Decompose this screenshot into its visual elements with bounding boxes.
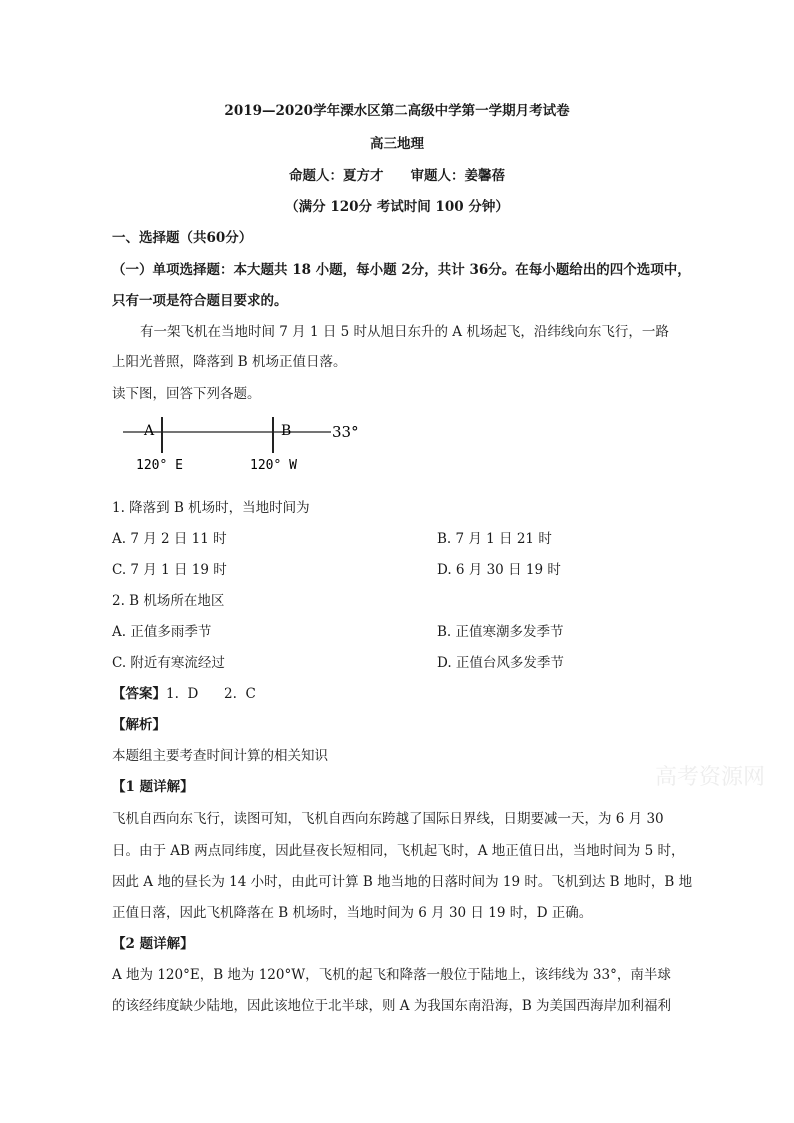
longitude-b-label: 120° W — [250, 458, 297, 473]
q2-detail-line: 的该经纬度缺少陆地，因此该地位于北半球，则 A 为我国东南沿海，B 为美国西海岸加利福利 — [112, 998, 672, 1014]
section-instruction: 只有一项是符合题目要求的。 — [112, 293, 288, 309]
passage-text: 上阳光普照，降落到 B 机场正值日落。 — [112, 354, 347, 370]
exam-subtitle: 高三地理 — [370, 136, 424, 152]
question-stem: 1. 降落到 B 机场时，当地时间为 — [112, 500, 310, 516]
option-b: B. 正值寒潮多发季节 — [437, 624, 564, 640]
option-d: D. 6 月 30 日 19 时 — [437, 562, 561, 578]
option-c: C. 7 月 1 日 19 时 — [112, 562, 227, 578]
section-instruction: （一）单项选择题：本大题共 18 小题，每小题 2分，共计 36分。在每小题给出的四个选项中， — [112, 262, 691, 278]
exam-authors: 命题人：夏方才 审题人：姜馨蓓 — [289, 168, 505, 184]
answer-line — [112, 684, 256, 704]
latitude-diagram — [118, 413, 368, 475]
exam-score-info: （满分 120分 考试时间 100 分钟） — [285, 199, 509, 215]
q1-detail-line: 正值日落，因此飞机降落在 B 机场时，当地时间为 6 月 30 日 19 时，D 正确。 — [112, 905, 593, 921]
analysis-intro: 本题组主要考查时间计算的相关知识 — [112, 748, 328, 764]
q1-detail-line: 飞机自西向东飞行，读图可知，飞机自西向东跨越了国际日界线，日期要减一天，为 6 月 30 — [112, 811, 664, 827]
exam-title: 2019—2020学年溧水区第二高级中学第一学期月考试卷 — [224, 103, 570, 119]
option-a: A. 7 月 2 日 11 时 — [112, 531, 227, 547]
longitude-a-label: 120° E — [136, 458, 183, 473]
analysis-heading: 【解析】 — [112, 717, 166, 733]
question-stem: 2. B 机场所在地区 — [112, 593, 225, 609]
point-b-label: B — [281, 423, 292, 439]
passage-text: 有一架飞机在当地时间 7 月 1 日 5 时从旭日东升的 A 机场起飞，沿纬线向东飞行，一路 — [140, 324, 669, 340]
section-heading: 一、选择题（共60分） — [112, 230, 253, 246]
answer-label: 【答案】 — [112, 686, 166, 702]
option-b: B. 7 月 1 日 21 时 — [437, 531, 552, 547]
q1-detail-line: 日。由于 AB 两点同纬度，因此昼夜长短相同，飞机起飞时，A 地正值日出，当地时间为 5 时， — [112, 843, 685, 859]
passage-text: 读下图，回答下列各题。 — [112, 386, 261, 402]
q2-detail-line: A 地为 120°E，B 地为 120°W，飞机的起飞和降落一般位于陆地上，该纬线为 33°，南半球 — [112, 967, 671, 983]
q1-detail-line: 因此 A 地的昼长为 14 小时，由此可计算 B 地当地的日落时间为 19 时。飞机到达 B 地时，B 地 — [112, 874, 693, 890]
latitude-label: 33° — [332, 423, 359, 441]
option-d: D. 正值台风多发季节 — [437, 655, 564, 671]
option-c: C. 附近有寒流经过 — [112, 655, 225, 671]
answer-text: 1. D 2. C — [166, 686, 256, 702]
watermark: 高考资源网 — [655, 765, 766, 790]
point-a-label: A — [144, 423, 155, 439]
q1-detail-heading: 【1 题详解】 — [112, 779, 194, 795]
q2-detail-heading: 【2 题详解】 — [112, 936, 194, 952]
option-a: A. 正值多雨季节 — [112, 624, 212, 640]
